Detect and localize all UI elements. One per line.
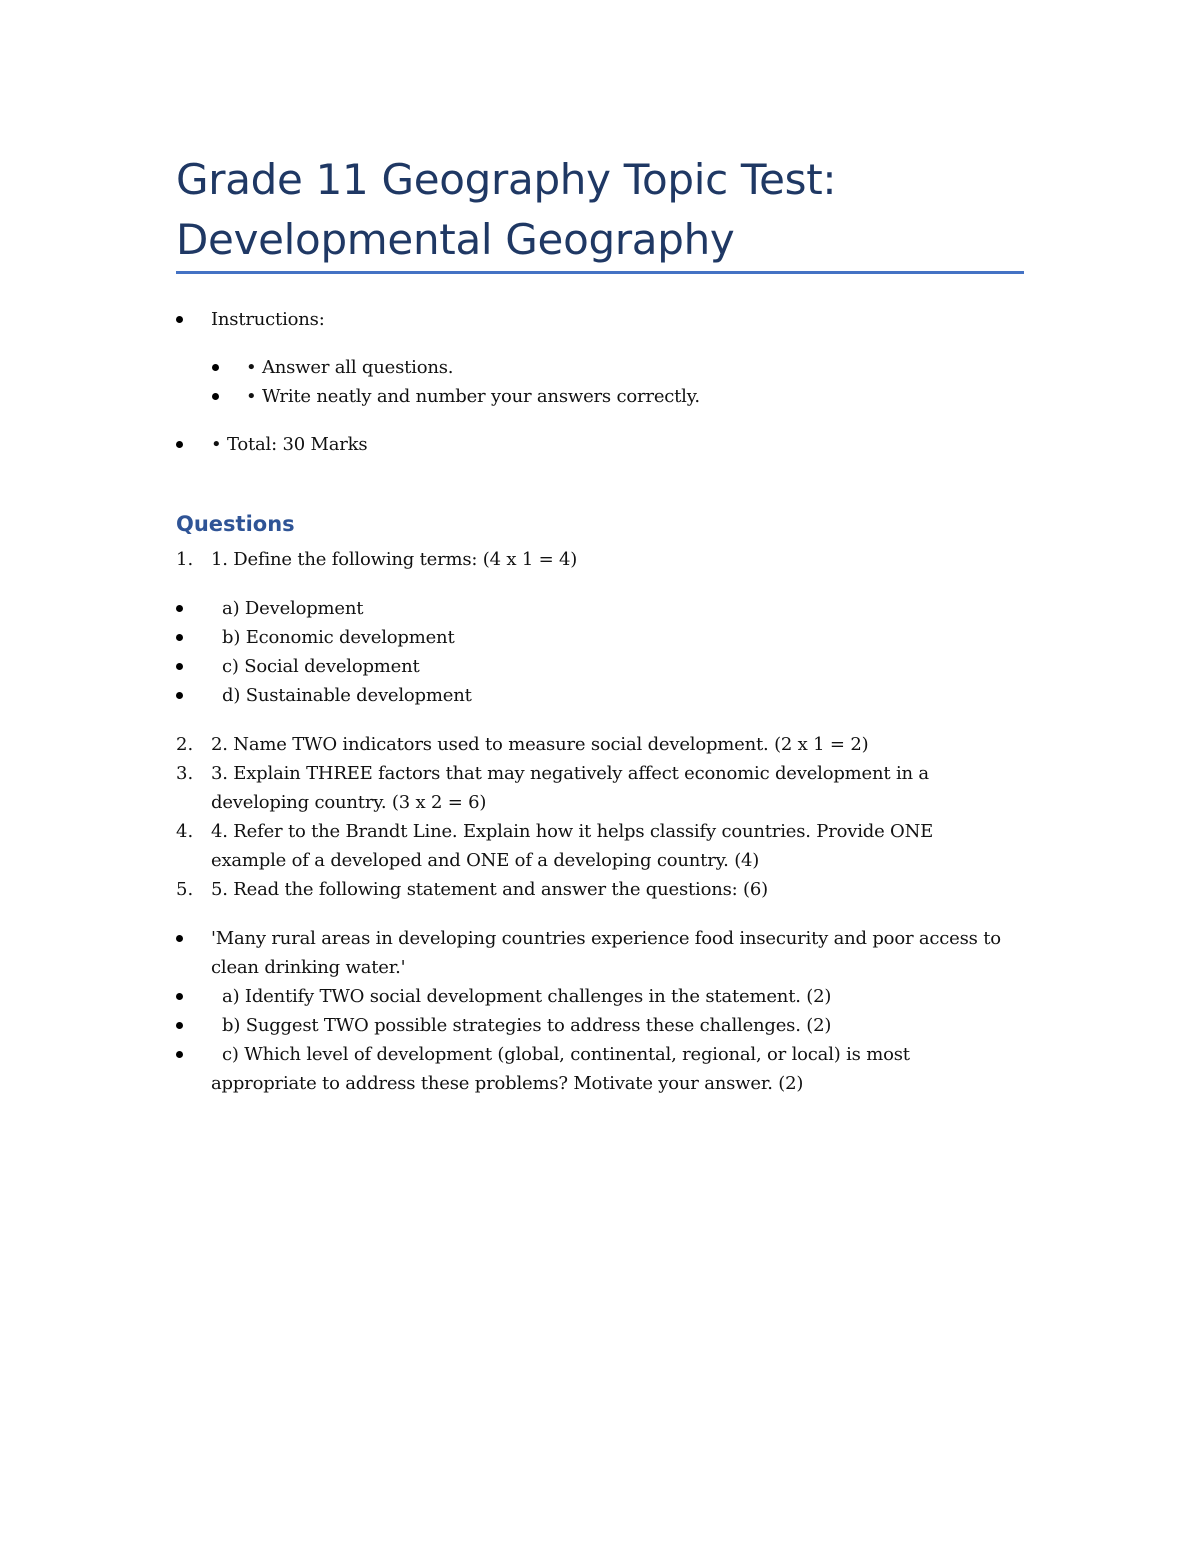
question-4-line-1: 4. Refer to the Brandt Line. Explain how it helps classify countries. Provide ONE: [211, 821, 934, 842]
bullet-icon: [212, 393, 219, 400]
bullet-icon: [176, 605, 183, 612]
question-5-text: 5. Read the following statement and answer the questions: (6): [211, 879, 768, 900]
question-5-sub-a: a) Identify TWO social development challenges in the statement. (2): [211, 986, 832, 1007]
question-5-sub-b: b) Suggest TWO possible strategies to address these challenges. (2): [211, 1015, 832, 1036]
title-line-1: Grade 11 Geography Topic Test:: [176, 155, 837, 204]
question-5-statement-line-2: clean drinking water.': [211, 957, 406, 978]
bullet-icon: [176, 993, 183, 1000]
question-1-sub-d: d) Sustainable development: [211, 685, 472, 706]
title-line-2: Developmental Geography: [176, 215, 735, 264]
question-1-text: 1. Define the following terms: (4 x 1 = 4): [211, 549, 578, 570]
instructions-label: Instructions:: [211, 309, 325, 330]
instruction-item: • Write neatly and number your answers correctly.: [246, 386, 700, 407]
questions-heading: Questions: [176, 512, 295, 536]
question-number: 1.: [176, 549, 194, 570]
question-2-text: 2. Name TWO indicators used to measure social development. (2 x 1 = 2): [211, 734, 869, 755]
bullet-icon: [176, 316, 183, 323]
question-5-statement-line-1: 'Many rural areas in developing countries experience food insecurity and poor access to: [211, 928, 1001, 949]
question-4-line-2: example of a developed and ONE of a developing country. (4): [211, 850, 760, 871]
bullet-icon: [212, 364, 219, 371]
instruction-item: • Answer all questions.: [246, 357, 454, 378]
question-number: 4.: [176, 821, 194, 842]
question-1-sub-c: c) Social development: [211, 656, 420, 677]
bullet-icon: [176, 441, 183, 448]
bullet-icon: [176, 692, 183, 699]
document-title: [176, 150, 1036, 270]
question-number: 5.: [176, 879, 194, 900]
bullet-icon: [176, 663, 183, 670]
question-5-sub-c-line-2: appropriate to address these problems? Motivate your answer. (2): [211, 1073, 804, 1094]
bullet-icon: [176, 1022, 183, 1029]
bullet-icon: [176, 634, 183, 641]
bullet-icon: [176, 1051, 183, 1058]
total-marks: • Total: 30 Marks: [211, 434, 368, 455]
question-3-line-1: 3. Explain THREE factors that may negatively affect economic development in a: [211, 763, 929, 784]
question-number: 2.: [176, 734, 194, 755]
bullet-icon: [176, 935, 183, 942]
question-5-sub-c-line-1: c) Which level of development (global, continental, regional, or local) is most: [211, 1044, 910, 1065]
title-underline: [176, 271, 1024, 274]
question-number: 3.: [176, 763, 194, 784]
question-1-sub-b: b) Economic development: [211, 627, 455, 648]
question-3-line-2: developing country. (3 x 2 = 6): [211, 792, 487, 813]
question-1-sub-a: a) Development: [211, 598, 364, 619]
